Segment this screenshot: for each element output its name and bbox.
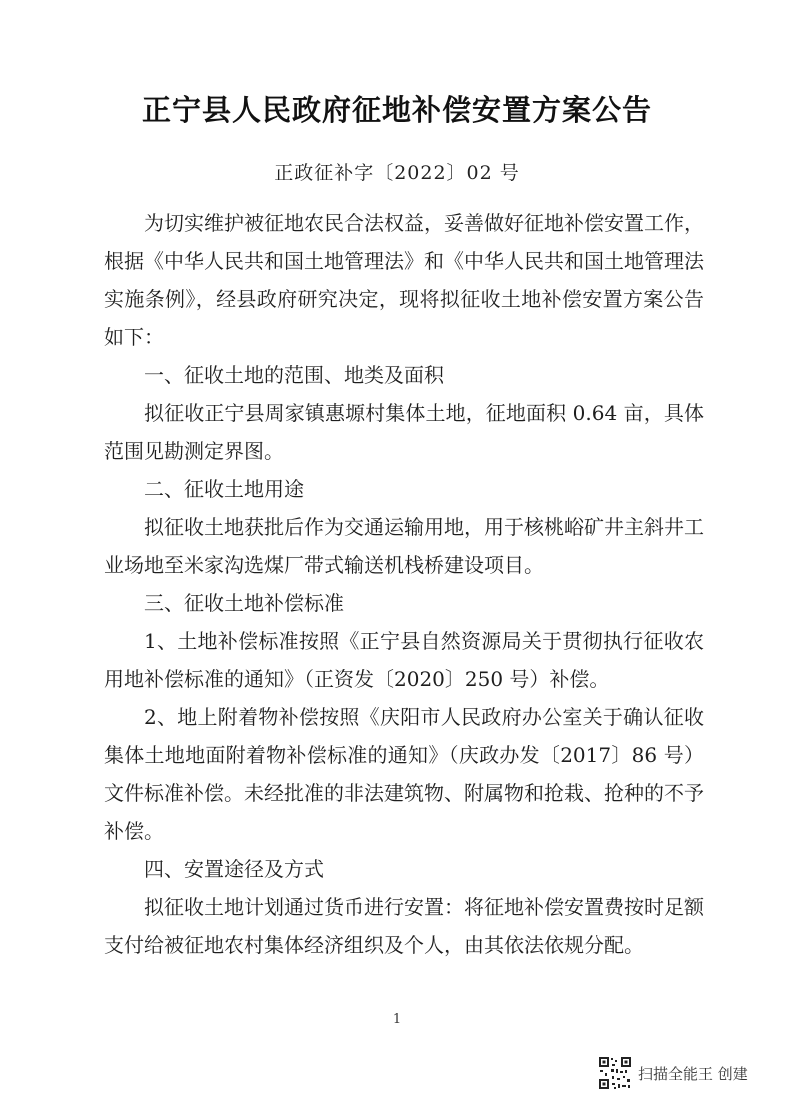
section-4-paragraph: 拟征收土地计划通过货币进行安置：将征地补偿安置费按时足额支付给被征地农村集体经济组织及个人，由其依法依规分配。 <box>104 895 704 957</box>
section-heading-2: 二、征收土地用途 <box>144 477 304 501</box>
section-heading-3: 三、征收土地补偿标准 <box>144 591 344 615</box>
section-heading-4: 四、安置途径及方式 <box>144 857 324 881</box>
document-number: 正政征补字〔2022〕02 号 <box>274 162 520 184</box>
section-3-paragraph-2: 2、地上附着物补偿按照《庆阳市人民政府办公室关于确认征收集体土地地面附着物补偿标准的通知》（庆政办发〔2017〕86 号）文件标准补偿。未经批准的非法建筑物、附属物和抢栽、抢种的不予补偿。 <box>104 705 704 843</box>
section-heading-1: 一、征收土地的范围、地类及面积 <box>144 363 444 387</box>
document-body <box>104 204 704 964</box>
page-number: 1 <box>392 1012 402 1027</box>
section-3-paragraph-1: 1、土地补偿标准按照《正宁县自然资源局关于贯彻执行征收农用地补偿标准的通知》（正资发〔2020〕250 号）补偿。 <box>104 629 704 691</box>
qr-code-icon <box>598 1056 632 1090</box>
scanner-watermark <box>598 1056 748 1090</box>
watermark-label: 扫描全能王 创建 <box>638 1064 748 1083</box>
section-2-paragraph: 拟征收土地获批后作为交通运输用地，用于核桃峪矿井主斜井工业场地至米家沟选煤厂带式输送机栈桥建设项目。 <box>104 515 704 577</box>
document-title: 正宁县人民政府征地补偿安置方案公告 <box>141 93 652 127</box>
section-1-paragraph: 拟征收正宁县周家镇惠塬村集体土地，征地面积 0.64 亩，具体范围见勘测定界图。 <box>104 401 704 463</box>
intro-paragraph: 为切实维护被征地农民合法权益，妥善做好征地补偿安置工作，根据《中华人民共和国土地管理法》和《中华人民共和国土地管理法实施条例》，经县政府研究决定，现将拟征收土地补偿安置方案公告如下： <box>104 211 704 349</box>
